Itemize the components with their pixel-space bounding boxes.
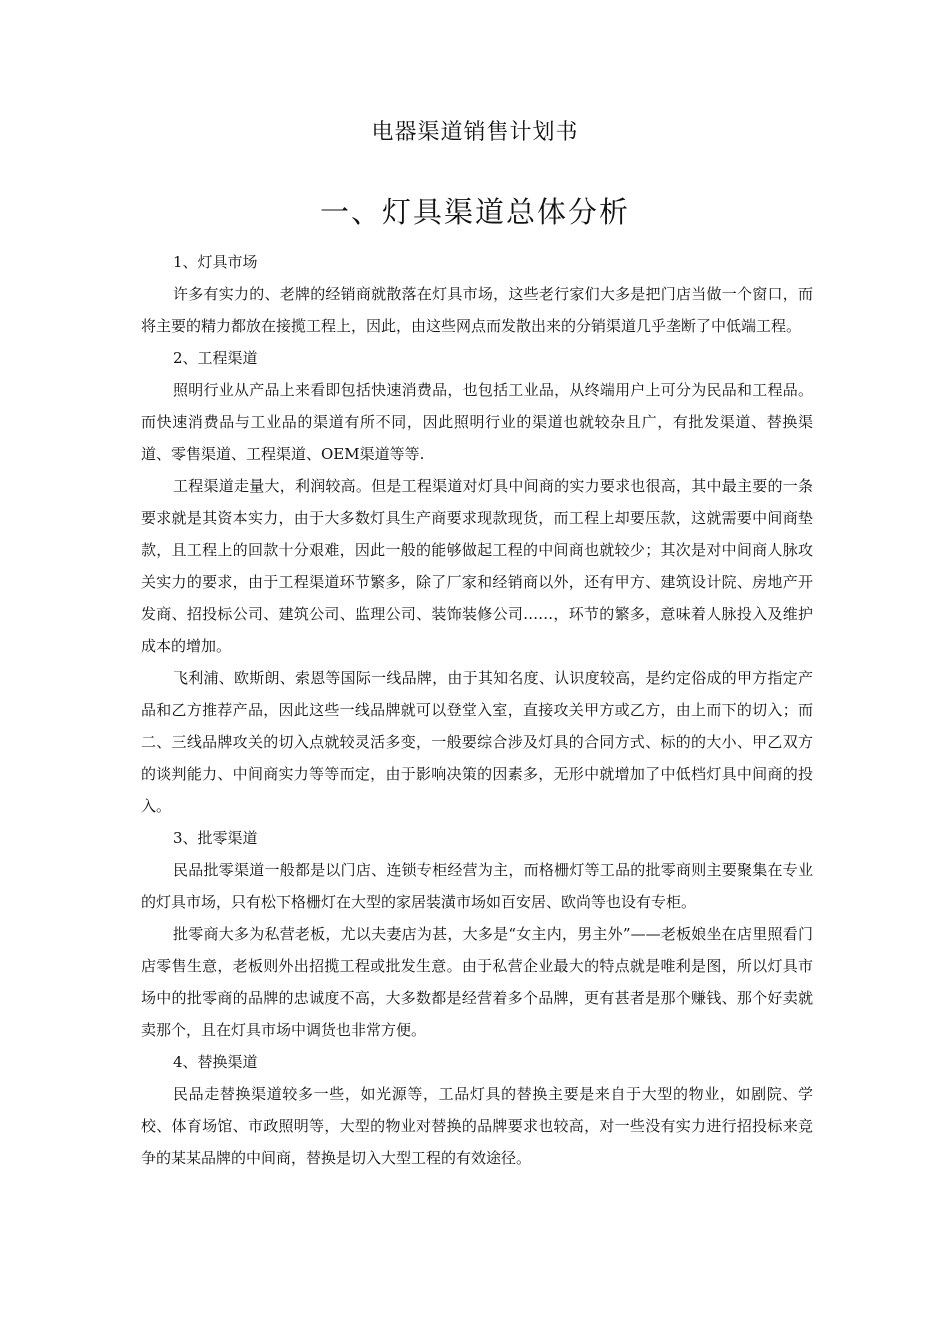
subsection-heading-lighting-market: 1、灯具市场 [173,253,258,271]
section-title: 一、灯具渠道总体分析 [319,195,630,229]
paragraph: 工程渠道走量大，利润较高。但是工程渠道对灯具中间商的实力要求也很高，其中最主要的一条要求就是其资本实力，由于大多数灯具生产商要求现款现货，而工程上却要压款，这就需要中间商垫款，且工程上的回款十分艰难，因此一般的能够做起工程的中间商也就较少；其次是对中间商人脉攻关实力的要求，由于工程渠道环节繁多，除了厂家和经销商以外，还有甲方、建筑设计院、房地产开发商、招投标公司、建筑公司、监理公司、装饰装修公司……，环节的繁多，意味着人脉投入及维护成本的增加。 [141,477,813,655]
subsection-heading-replacement-channel: 4、替换渠道 [173,1053,258,1071]
subsection-heading-wholesale-retail-channel: 3、批零渠道 [173,829,258,847]
paragraph: 飞利浦、欧斯朗、索恩等国际一线品牌，由于其知名度、认识度较高，是约定俗成的甲方指定产品和乙方推荐产品，因此这些一线品牌就可以登堂入室，直接攻关甲方或乙方，由上而下的切入；而二、三线品牌攻关的切入点就较灵活多变，一般要综合涉及灯具的合同方式、标的的大小、甲乙双方的谈判能力、中间商实力等等而定，由于影响决策的因素多，无形中就增加了中低档灯具中间商的投入。 [141,669,813,815]
paragraph: 批零商大多为私营老板，尤以夫妻店为甚，大多是“女主内，男主外”——老板娘坐在店里照看门店零售生意，老板则外出招揽工程或批发生意。由于私营企业最大的特点就是唯利是图，所以灯具市场中的批零商的品牌的忠诚度不高，大多数都是经营着多个品牌，更有甚者是那个赚钱、那个好卖就卖那个，且在灯具市场中调货也非常方便。 [141,925,813,1039]
paragraph: 民品走替换渠道较多一些，如光源等，工品灯具的替换主要是来自于大型的物业，如剧院、学校、体育场馆、市政照明等，大型的物业对替换的品牌要求也较高，对一些没有实力进行招投标来竞争的某某品牌的中间商，替换是切入大型工程的有效途径。 [141,1085,813,1167]
document-body [141,246,813,1174]
paragraph: 许多有实力的、老牌的经销商就散落在灯具市场，这些老行家们大多是把门店当做一个窗口，而将主要的精力都放在接揽工程上，因此，由这些网点而发散出来的分销渠道几乎垄断了中低端工程。 [141,285,813,335]
paragraph: 照明行业从产品上来看即包括快速消费品，也包括工业品，从终端用户上可分为民品和工程品。而快速消费品与工业品的渠道有所不同，因此照明行业的渠道也就较杂且广，有批发渠道、替换渠道、零售渠道、工程渠道、OEM渠道等等. [141,381,813,463]
document-title: 电器渠道销售计划书 [371,120,579,145]
paragraph: 民品批零渠道一般都是以门店、连锁专柜经营为主，而格栅灯等工品的批零商则主要聚集在专业的灯具市场，只有松下格栅灯在大型的家居装潢市场如百安居、欧尚等也设有专柜。 [141,861,813,911]
subsection-heading-engineering-channel: 2、工程渠道 [173,349,258,367]
